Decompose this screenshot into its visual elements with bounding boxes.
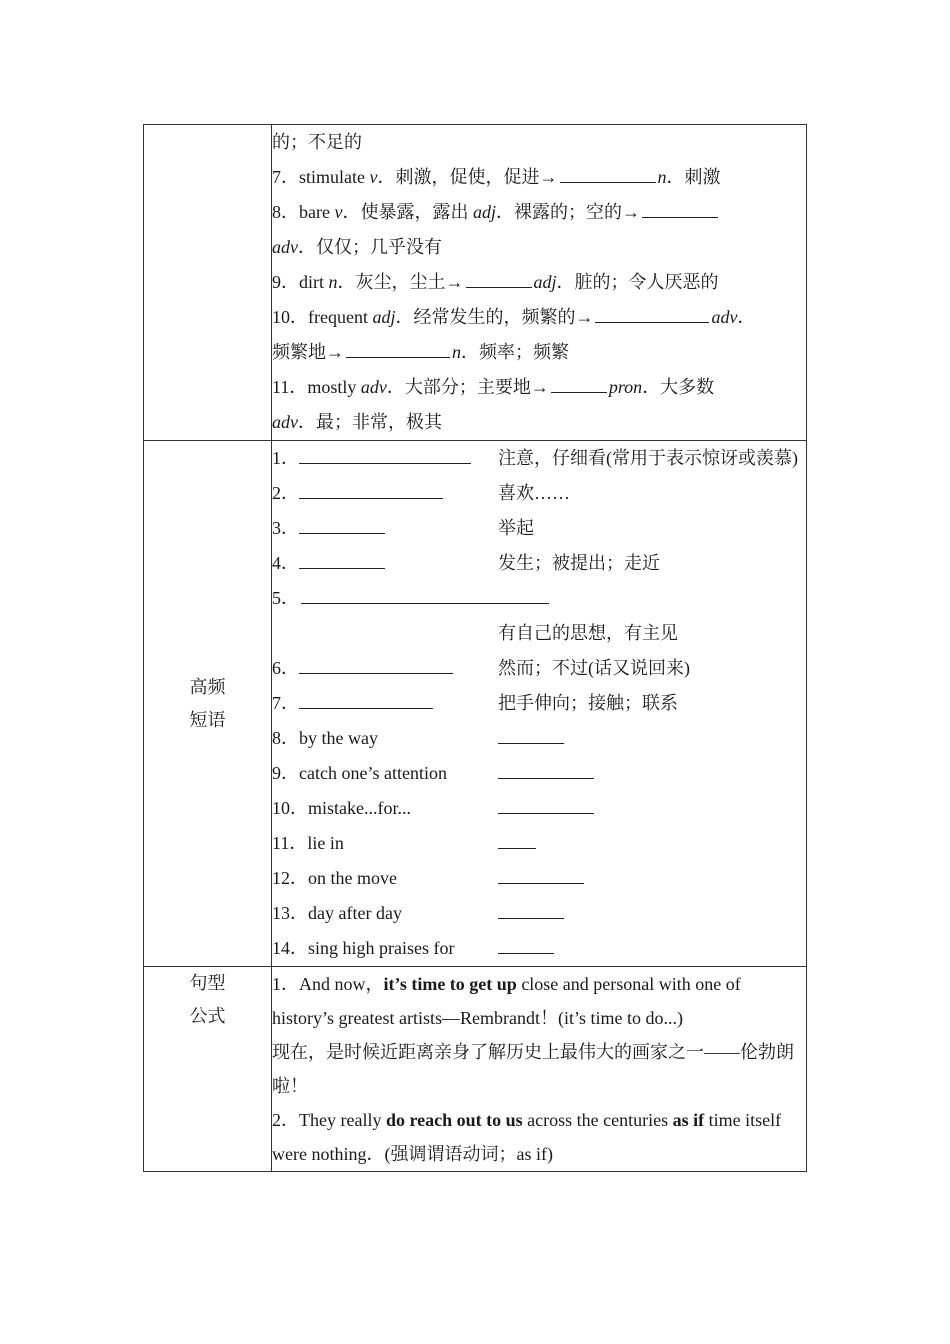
phrase-row-5: 5． (272, 581, 806, 616)
phrase-row-12: 12．on the move (272, 861, 806, 896)
sentences-cell (272, 967, 807, 1172)
answer-blank[interactable] (299, 686, 433, 709)
answer-blank[interactable] (498, 861, 584, 884)
phrase-row-10: 10．mistake...for... (272, 791, 806, 826)
phrase-row-13: 13．day after day (272, 896, 806, 931)
phrase-row-5-meaning: 有自己的思想，有主见 (498, 623, 678, 643)
answer-blank[interactable] (498, 791, 594, 814)
answer-blank[interactable] (299, 476, 443, 499)
phrase-row-9: 9．catch one’s attention (272, 756, 806, 791)
category-cell-phrases (144, 441, 272, 967)
category-cell-empty (144, 125, 272, 441)
vocabulary-table (143, 124, 807, 1172)
vocab-item-10-line2: 频繁地→ n．频率；频繁 (272, 335, 806, 370)
sentence-1-translation: 现在，是时候近距离亲身了解历史上最伟大的画家之一——伦勃朗啦！ (272, 1042, 794, 1096)
vocab-item-8-line2: adv．仅仅；几乎没有 (272, 237, 442, 257)
answer-blank[interactable] (551, 370, 607, 393)
answer-blank[interactable] (642, 195, 718, 218)
answer-blank[interactable] (299, 651, 453, 674)
answer-blank[interactable] (299, 441, 471, 464)
vocab-item-7: 7．stimulate v．刺激，促使，促进→ n．刺激 (272, 160, 806, 195)
category-label: 公式 (189, 1006, 226, 1026)
answer-blank[interactable] (498, 896, 564, 919)
phrase-row-7: 7． 把手伸向；接触；联系 (272, 686, 806, 721)
vocab-item-9: 9．dirt n．灰尘，尘土→ adj．脏的；令人厌恶的 (272, 265, 806, 300)
vocab-item-11: 11．mostly adv．大部分；主要地→ pron．大多数 (272, 370, 806, 405)
phrase-row-11: 11．lie in (272, 826, 806, 861)
answer-blank[interactable] (301, 581, 549, 604)
answer-blank[interactable] (299, 546, 385, 569)
category-label: 句型 (189, 973, 226, 993)
phrase-row-3: 3． 举起 (272, 511, 806, 546)
sentence-2: 2．They really do reach out to us across the centuries as if time itself were nothing．(强调谓语动词；as if) (272, 1110, 782, 1164)
phrases-cell (272, 441, 807, 967)
category-cell-sentences (144, 967, 272, 1172)
vocab-item-11-line2: adv．最；非常，极其 (272, 412, 442, 432)
vocabulary-cell (272, 125, 807, 441)
answer-blank[interactable] (498, 756, 594, 779)
answer-blank[interactable] (498, 826, 536, 849)
answer-blank[interactable] (299, 511, 385, 534)
sentence-1: 1．And now，it’s time to get up close and personal with one of history’s greatest artists—Rembrandt！(it’s time to do...) (272, 974, 741, 1028)
phrase-row-8: 8．by the way (272, 721, 806, 756)
category-label: 短语 (189, 709, 226, 730)
vocab-item-8: 8．bare v．使暴露，露出 adj．裸露的；空的→ (272, 195, 806, 230)
answer-blank[interactable] (466, 265, 532, 288)
answer-blank[interactable] (595, 300, 709, 323)
vocab-item-10: 10．frequent adj．经常发生的，频繁的→ adv． (272, 300, 806, 335)
phrase-row-4: 4． 发生；被提出；走近 (272, 546, 806, 581)
vocab-continuation: 的；不足的 (272, 132, 362, 152)
answer-blank[interactable] (498, 931, 554, 954)
answer-blank[interactable] (560, 160, 656, 183)
phrase-row-6: 6． 然而；不过(话又说回来) (272, 651, 806, 686)
phrase-row-2: 2． 喜欢…… (272, 476, 806, 511)
answer-blank[interactable] (498, 721, 564, 744)
category-label: 高频 (189, 676, 226, 697)
phrase-row-14: 14．sing high praises for (272, 931, 806, 966)
answer-blank[interactable] (346, 335, 450, 358)
phrase-row-1: 1． 注意，仔细看(常用于表示惊讶或羡慕) (272, 441, 806, 476)
